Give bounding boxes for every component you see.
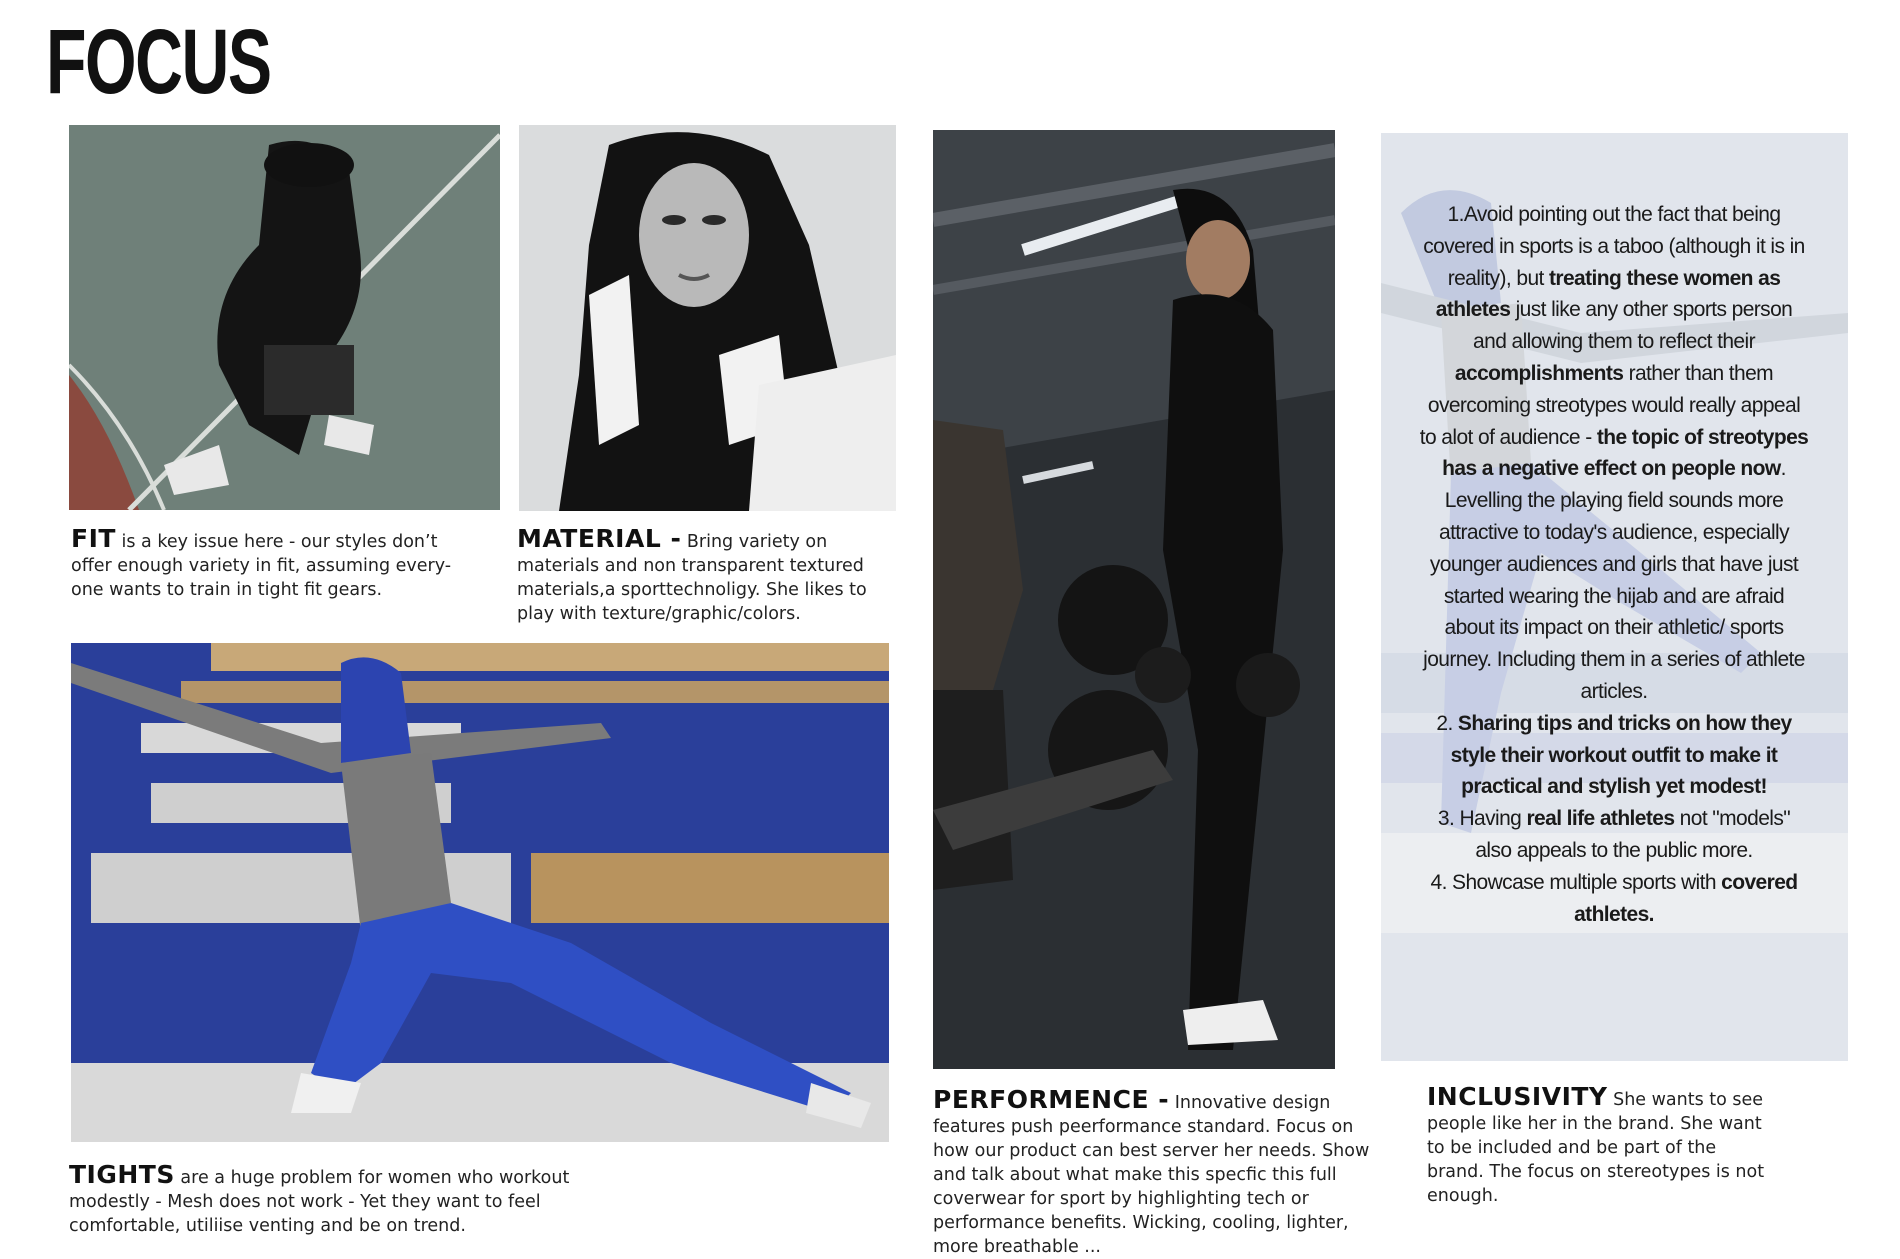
fit-photo bbox=[69, 125, 500, 510]
tights-photo bbox=[71, 643, 889, 1142]
note-1d-bold: accomplishments bbox=[1454, 361, 1624, 385]
note-1f-bold: the topic of streotypes has a negative effect on people now bbox=[1442, 425, 1809, 481]
tights-body: are a huge problem for women who workout modestly - Mesh does not work - Yet they want to feel comfortable, utiliise venting and be on trend. bbox=[69, 1168, 570, 1236]
inclusivity-notes-text bbox=[1419, 199, 1809, 930]
note-3b-bold: real life athletes bbox=[1526, 807, 1675, 831]
material-photo bbox=[519, 125, 896, 511]
inclusivity-caption bbox=[1427, 1082, 1772, 1208]
note-point-3 bbox=[1419, 803, 1809, 867]
performance-body: Innovative design features push peerformance standard. Focus on how our product can best server her needs. Show and talk about what make this specfic this full coverwear for sport by highlighting tech or performance benefits. Wicking, cooling, lighter, more breathable ... bbox=[933, 1093, 1370, 1257]
note-1g: . Levelling the playing field sounds more attractive to today's audience, especially younger audiences and girls that have just started wearing the hijab and are afraid about its impact on their athletic/ sports journey. Including them in a series of athlete articles. bbox=[1423, 457, 1805, 703]
material-heading: MATERIAL - bbox=[517, 524, 682, 553]
note-4b-bold: covered athletes. bbox=[1574, 870, 1798, 926]
note-3c: not "models" also appeals to the public more. bbox=[1475, 807, 1791, 862]
fit-caption bbox=[71, 524, 471, 602]
fit-body: is a key issue here - our styles don’t offer enough variety in fit, assuming every-one wants to train in tight fit gears. bbox=[71, 532, 452, 600]
tights-caption bbox=[69, 1160, 639, 1238]
performance-heading: PERFORMENCE - bbox=[933, 1085, 1170, 1114]
note-4a: 4. Showcase multiple sports with bbox=[1430, 870, 1722, 894]
material-body: Bring variety on materials and non transparent textured materials,a sporttechnoligy. She likes to play with texture/graphic/colors. bbox=[517, 532, 867, 624]
note-3a: 3. Having bbox=[1437, 807, 1527, 831]
inclusivity-heading: INCLUSIVITY bbox=[1427, 1082, 1608, 1111]
performance-caption bbox=[933, 1085, 1383, 1259]
page-title: FOCUS bbox=[46, 11, 271, 113]
note-point-2 bbox=[1419, 708, 1809, 803]
fit-heading: FIT bbox=[71, 524, 116, 553]
note-1c: just like any other sports person and allowing them to reflect their bbox=[1473, 298, 1793, 354]
note-point-4 bbox=[1419, 867, 1809, 931]
note-1a: 1.Avoid pointing out the fact that being covered in sports is a taboo (although it is in reality), but bbox=[1423, 203, 1805, 290]
note-point-1 bbox=[1419, 199, 1809, 708]
inclusivity-notes-panel bbox=[1381, 133, 1848, 1061]
performance-photo bbox=[933, 130, 1335, 1069]
note-2a: 2. bbox=[1436, 711, 1458, 735]
material-caption bbox=[517, 524, 897, 626]
note-1e: rather than them overcoming streotypes would really appeal to alot of audience - bbox=[1419, 361, 1801, 449]
inclusivity-body: She wants to see people like her in the brand. She want to be included and be part of the brand. The focus on stereotypes is not enough. bbox=[1427, 1090, 1765, 1206]
note-2b-bold: Sharing tips and tricks on how they style their workout outfit to make it practical and stylish yet modest! bbox=[1450, 711, 1792, 799]
tights-heading: TIGHTS bbox=[69, 1160, 175, 1189]
note-1b-bold: treating these women as athletes bbox=[1435, 266, 1781, 322]
